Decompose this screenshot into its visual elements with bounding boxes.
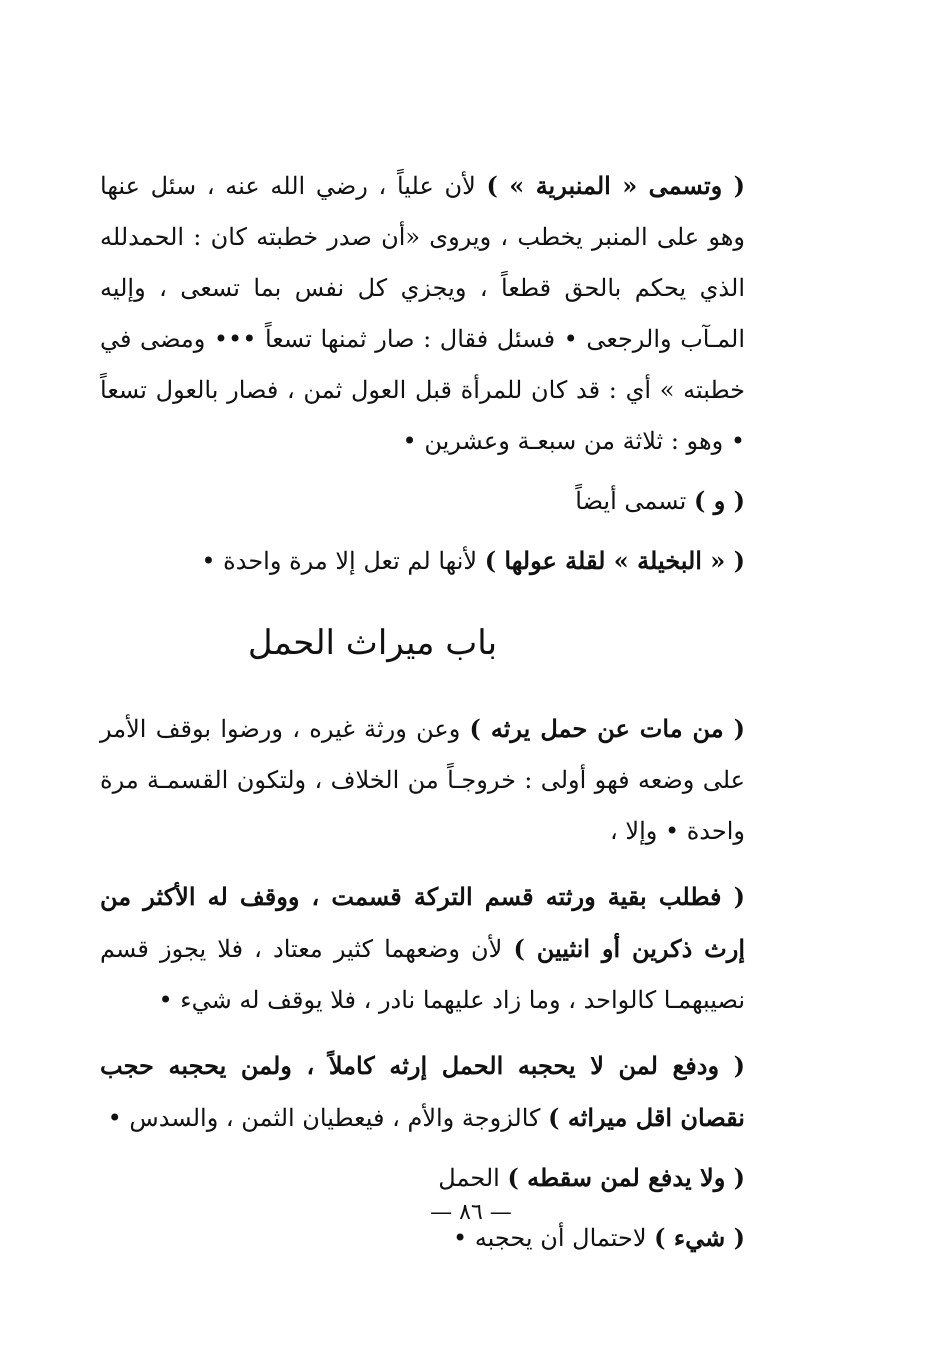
paragraph-text: لأنها لم تعل إلا مرة واحدة •: [201, 547, 485, 575]
paragraph-payment: [100, 1040, 745, 1144]
paragraph-not-paid: [100, 1152, 745, 1204]
bold-term: ( ولا يدفع لمن سقطه ): [507, 1163, 745, 1192]
bold-term: ( فطلب بقية ورثته قسم التركة قسمت ، ووقف له الأكثر من إرث ذكرين أو انثيين ): [100, 882, 745, 963]
bold-term: ( من مات عن حمل يرثه ): [469, 714, 745, 743]
paragraph-minbariyya: [100, 160, 745, 467]
paragraph-bakhila: [100, 535, 745, 587]
bold-term: ( وتسمى « المنبرية » ): [486, 171, 745, 200]
bold-term: ( « البخيلة » لقلة عولها ): [484, 546, 745, 575]
paragraph-text: الحمل: [438, 1164, 508, 1192]
paragraph-text: كالزوجة والأم ، فيعطيان الثمن ، والسدس •: [107, 1104, 549, 1132]
page-number: — ٨٦ —: [430, 1200, 512, 1225]
bold-term: ( و ): [693, 486, 745, 515]
paragraph-text: لأن وضعهما كثير معتاد ، فلا يجوز قسم نصيبهمـا كالواحد ، وما زاد عليهما نادر ، فلا يوقف له شيء •: [100, 935, 745, 1014]
section-heading: باب ميراث الحمل: [247, 623, 498, 663]
bold-term: ( شيء ): [654, 1223, 745, 1252]
paragraph-also-called: [100, 475, 745, 527]
paragraph-pregnancy: [100, 703, 745, 857]
page-body: [100, 160, 745, 1264]
paragraph-text: لأن علياً ، رضي الله عنه ، سئل عنها وهو على المنبر يخطب ، ويروى «أن صدر خطبته كان : الحمدلله الذي يحكم بالحق قطعاً ، ويجزي كل نفس بما تسعى ، وإليه المـآب والرجعى • فسئل فقال : صار ثمنها تسعاً ••• ومضى في خطبته » أي : قد كان للمرأة قبل العول ثمن ، فصار بالعول تسعاً • وهو : ثلاثة من سبعـة وعشرين •: [100, 172, 745, 455]
bold-term: ( ودفع لمن لا يحجبه الحمل إرثه كاملاً ، ولمن يحجبه حجب نقصان اقل ميراثه ): [100, 1051, 745, 1132]
paragraph-division: [100, 871, 745, 1026]
paragraph-text: لاحتمال أن يحجبه •: [453, 1224, 655, 1252]
paragraph-text: تسمى أيضاً: [575, 487, 694, 515]
paragraph-text: وعن ورثة غيره ، ورضوا بوقف الأمر على وضعه فهو أولى : خروجـاً من الخلاف ، ولتكون القسمـة مرة واحدة • وإلا ،: [100, 715, 745, 845]
